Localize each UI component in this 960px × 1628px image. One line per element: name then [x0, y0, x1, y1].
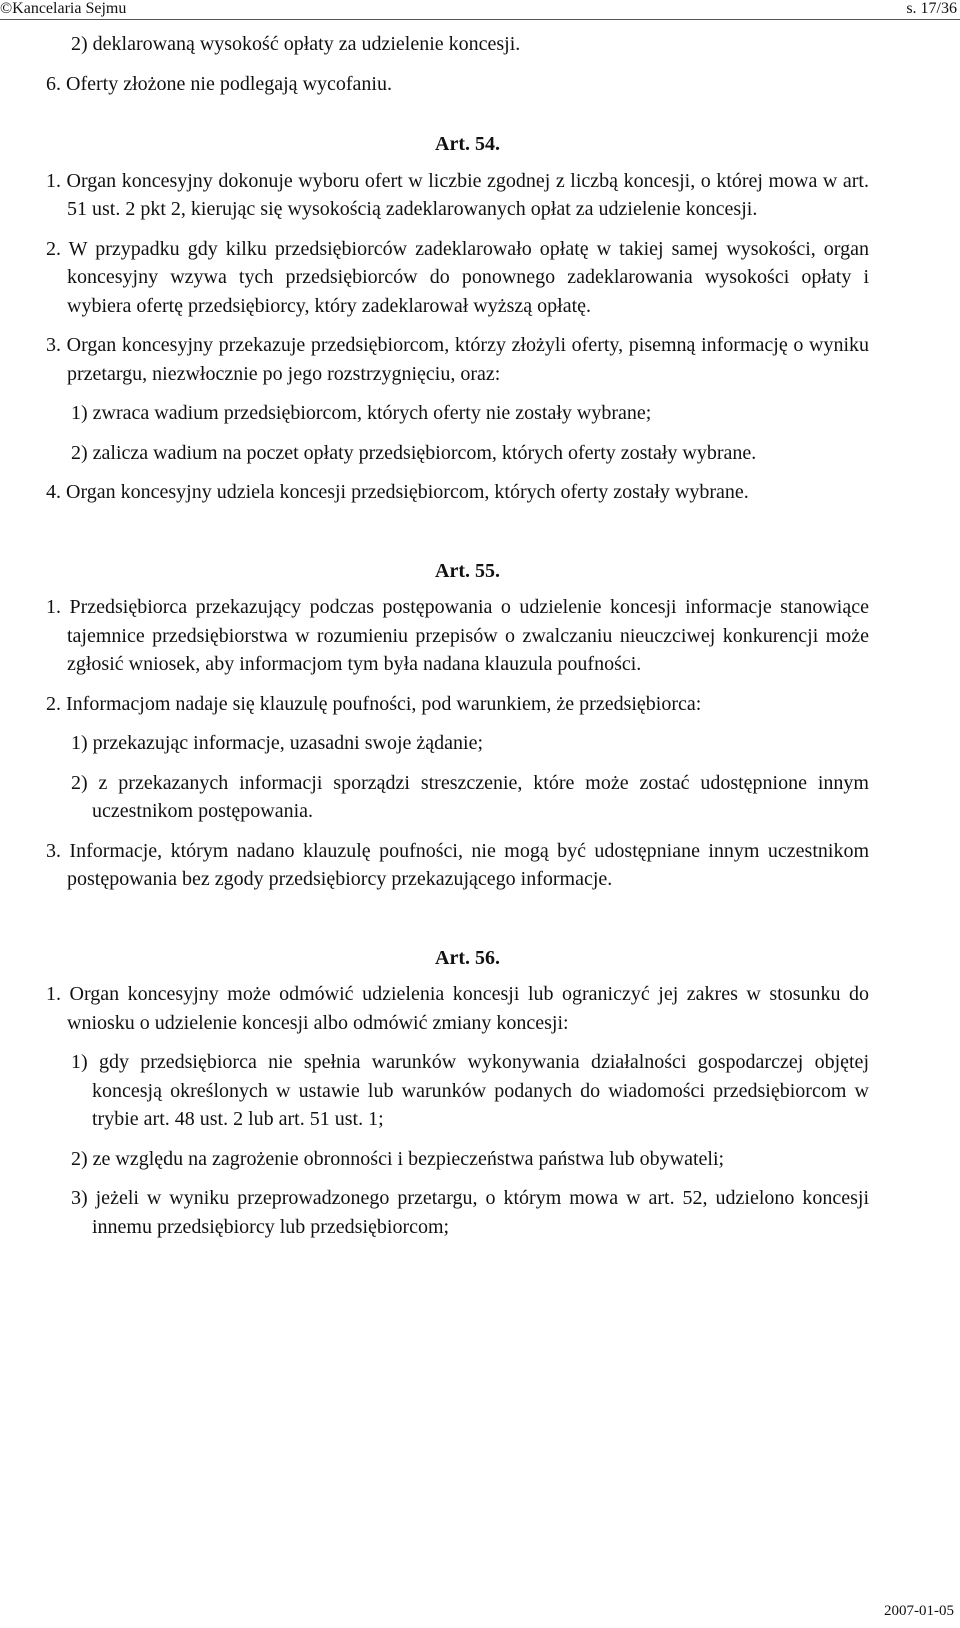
- list-item: 1) przekazując informacje, uzasadni swoje żądanie;: [71, 732, 484, 754]
- paragraph: 3. Informacje, którym nadano klauzulę poufności, nie mogą być udostępniane innym uczestnikom postępowania bez zgody przedsiębiorcy przekazującego informacje.: [46, 839, 869, 890]
- list-item: 1) zwraca wadium przedsiębiorcom, których oferty nie zostały wybrane;: [71, 402, 652, 424]
- paragraph: 1. Organ koncesyjny dokonuje wyboru ofert w liczbie zgodnej z liczbą koncesji, o której mowa w art. 51 ust. 2 pkt 2, kierując się wysokością zadeklarowanych opłat za udzielenie koncesji.: [46, 169, 869, 220]
- list-item: 3) jeżeli w wyniku przeprowadzonego przetargu, o którym mowa w art. 52, udzielono koncesji innemu przedsiębiorcy lub przedsiębiorcom;: [71, 1187, 869, 1238]
- paragraph: 1. Przedsiębiorca przekazujący podczas postępowania o udzielenie koncesji informacje stanowiące tajemnice przedsiębiorstwa w rozumieniu przepisów o zwalczaniu nieuczciwej konkurencji może zgłosić wniosek, aby informacjom tym była nadana klauzula poufności.: [46, 596, 869, 675]
- header-page-number: s. 17/36: [906, 0, 957, 17]
- paragraph: 2) deklarowaną wysokość opłaty za udzielenie koncesji.: [71, 33, 521, 55]
- article-heading: Art. 55.: [435, 559, 500, 582]
- footer-date: 2007-01-05: [884, 1603, 954, 1619]
- paragraph: 4. Organ koncesyjny udziela koncesji przedsiębiorcom, których oferty zostały wybrane.: [46, 481, 749, 503]
- paragraph: 1. Organ koncesyjny może odmówić udzielenia koncesji lub ograniczyć jej zakres w stosunku do wniosku o udzielenie koncesji albo odmówić zmiany koncesji:: [46, 983, 869, 1034]
- paragraph: 6. Oferty złożone nie podlegają wycofaniu.: [46, 72, 392, 95]
- page-header: [0, 0, 960, 20]
- article-heading: Art. 56.: [435, 946, 500, 969]
- paragraph: 2. W przypadku gdy kilku przedsiębiorców zadeklarowało opłatę w takiej samej wysokości, organ koncesyjny wzywa tych przedsiębiorców do ponownego zadeklarowania wysokości opłaty i wybiera ofertę przedsiębiorcy, który zadeklarował wyższą opłatę.: [46, 237, 869, 317]
- header-divider: [0, 19, 960, 20]
- list-item: 1) gdy przedsiębiorca nie spełnia warunków wykonywania działalności gospodarczej objętej koncesją określonych w ustawie lub warunków podanych do wiadomości przedsiębiorcom w trybie art. 48 ust. 2 lub art. 51 ust. 1;: [71, 1051, 869, 1130]
- document-body: [46, 30, 869, 1252]
- list-item: 2) z przekazanych informacji sporządzi streszczenie, które może zostać udostępnione innym uczestnikom postępowania.: [71, 771, 869, 822]
- list-item: 2) ze względu na zagrożenie obronności i bezpieczeństwa państwa lub obywateli;: [71, 1147, 725, 1170]
- paragraph: 2. Informacjom nadaje się klauzulę poufności, pod warunkiem, że przedsiębiorca:: [46, 692, 702, 715]
- paragraph: 3. Organ koncesyjny przekazuje przedsiębiorcom, którzy złożyli oferty, pisemną informację o wyniku przetargu, niezwłocznie po jego rozstrzygnięciu, oraz:: [46, 334, 869, 385]
- list-item: 2) zalicza wadium na poczet opłaty przedsiębiorcom, których oferty zostały wybrane.: [71, 441, 757, 464]
- header-publisher: ©Kancelaria Sejmu: [0, 0, 127, 17]
- article-heading: Art. 54.: [435, 133, 500, 155]
